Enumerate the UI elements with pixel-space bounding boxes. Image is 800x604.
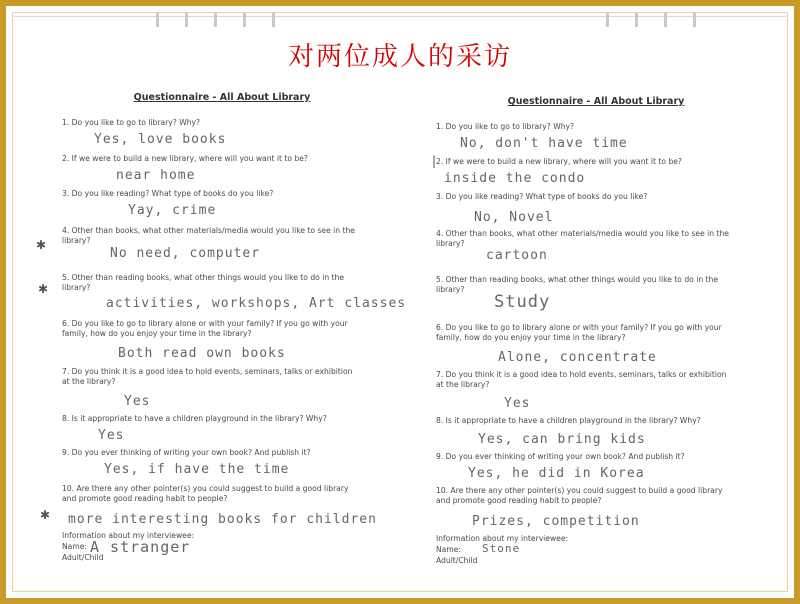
bar-mark: | bbox=[432, 154, 437, 168]
answer-9: Yes, if have the time bbox=[104, 462, 290, 477]
answer-5: activities, workshops, Art classes bbox=[106, 296, 407, 311]
interviewee-info-label: Information about my interviewee: bbox=[436, 534, 569, 543]
question-1: 1. Do you like to go to library? Why? bbox=[436, 122, 575, 131]
answer-3: Yay, crime bbox=[128, 203, 217, 218]
answer-10: Prizes, competition bbox=[472, 514, 640, 529]
question-9: 9. Do you ever thinking of writing your own book? And publish it? bbox=[62, 448, 311, 457]
top-ticks-left bbox=[156, 13, 275, 29]
page-title: 对两位成人的采访 bbox=[287, 42, 512, 72]
star-mark: ✱ bbox=[36, 238, 47, 252]
question-6: 6. Do you like to go to library alone or with your family? If you go with your family, how do you enjoy your time in the library? bbox=[436, 323, 722, 342]
answer-2: inside the condo bbox=[444, 171, 586, 186]
question-9: 9. Do you ever thinking of writing your own book? And publish it? bbox=[436, 452, 685, 461]
question-3: 3. Do you like reading? What type of books do you like? bbox=[62, 189, 274, 198]
question-8: 8. Is it appropriate to have a children playground in the library? Why? bbox=[436, 416, 701, 425]
question-7: 7. Do you think it is a good idea to hold events, seminars, talks or exhibition at the library? bbox=[436, 370, 727, 389]
answer-8: Yes, can bring kids bbox=[478, 432, 646, 447]
question-5: 5. Other than reading books, what other things would you like to do in the library? bbox=[436, 275, 719, 294]
interviewee-name-label: Name: bbox=[436, 545, 461, 554]
answer-1: Yes, love books bbox=[94, 132, 227, 147]
answer-4: cartoon bbox=[486, 248, 548, 263]
interviewee-info-label: Information about my interviewee: bbox=[62, 531, 195, 540]
question-3: 3. Do you like reading? What type of books do you like? bbox=[436, 192, 648, 201]
question-2: 2. If we were to build a new library, where will you want it to be? bbox=[436, 157, 682, 166]
star-mark: ✱ bbox=[38, 282, 49, 296]
answer-1: No, don't have time bbox=[460, 136, 628, 151]
interviewee-name: A stranger bbox=[90, 538, 191, 556]
interviewee-name-label: Name: bbox=[62, 542, 87, 551]
question-10: 10. Are there any other pointer(s) you could suggest to build a good library and promote good reading habit to people? bbox=[62, 484, 349, 503]
question-8: 8. Is it appropriate to have a children playground in the library? Why? bbox=[62, 414, 327, 423]
question-6: 6. Do you like to go to library alone or with your family? If you go with your family, how do you enjoy your time in the library? bbox=[62, 319, 348, 338]
adult-child-label: Adult/Child bbox=[62, 553, 104, 562]
answer-7: Yes bbox=[124, 394, 151, 409]
answer-6: Both read own books bbox=[118, 346, 286, 361]
questionnaire-sheet-right bbox=[406, 76, 786, 576]
answer-2: near home bbox=[116, 168, 196, 183]
answer-9: Yes, he did in Korea bbox=[468, 466, 645, 481]
questionnaire-header: Questionnaire - All About Library bbox=[133, 92, 311, 103]
answer-10: more interesting books for children bbox=[68, 512, 377, 527]
answer-7: Yes bbox=[504, 396, 531, 411]
answer-4: No need, computer bbox=[110, 246, 261, 261]
question-4: 4. Other than books, what other materials/media would you like to see in the library? bbox=[436, 229, 729, 248]
top-ticks-right bbox=[606, 13, 696, 29]
question-7: 7. Do you think it is a good idea to hold events, seminars, talks or exhibition at the library? bbox=[62, 367, 353, 386]
question-5: 5. Other than reading books, what other things would you like to do in the library? bbox=[62, 273, 345, 292]
question-1: 1. Do you like to go to library? Why? bbox=[62, 118, 201, 127]
questionnaire-sheet-left bbox=[32, 76, 412, 576]
questionnaire-header: Questionnaire - All About Library bbox=[507, 96, 685, 107]
answer-6: Alone, concentrate bbox=[498, 350, 657, 365]
question-4: 4. Other than books, what other materials/media would you like to see in the library? bbox=[62, 226, 355, 245]
interviewee-name: Stone bbox=[482, 542, 521, 555]
answer-5: Study bbox=[494, 292, 551, 312]
answer-8: Yes bbox=[98, 428, 125, 443]
answer-3: No, Novel bbox=[474, 210, 554, 225]
question-2: 2. If we were to build a new library, where will you want it to be? bbox=[62, 154, 308, 163]
adult-child-label: Adult/Child bbox=[436, 556, 478, 565]
question-10: 10. Are there any other pointer(s) you could suggest to build a good library and promote good reading habit to people? bbox=[436, 486, 723, 505]
star-mark: ✱ bbox=[40, 508, 51, 522]
